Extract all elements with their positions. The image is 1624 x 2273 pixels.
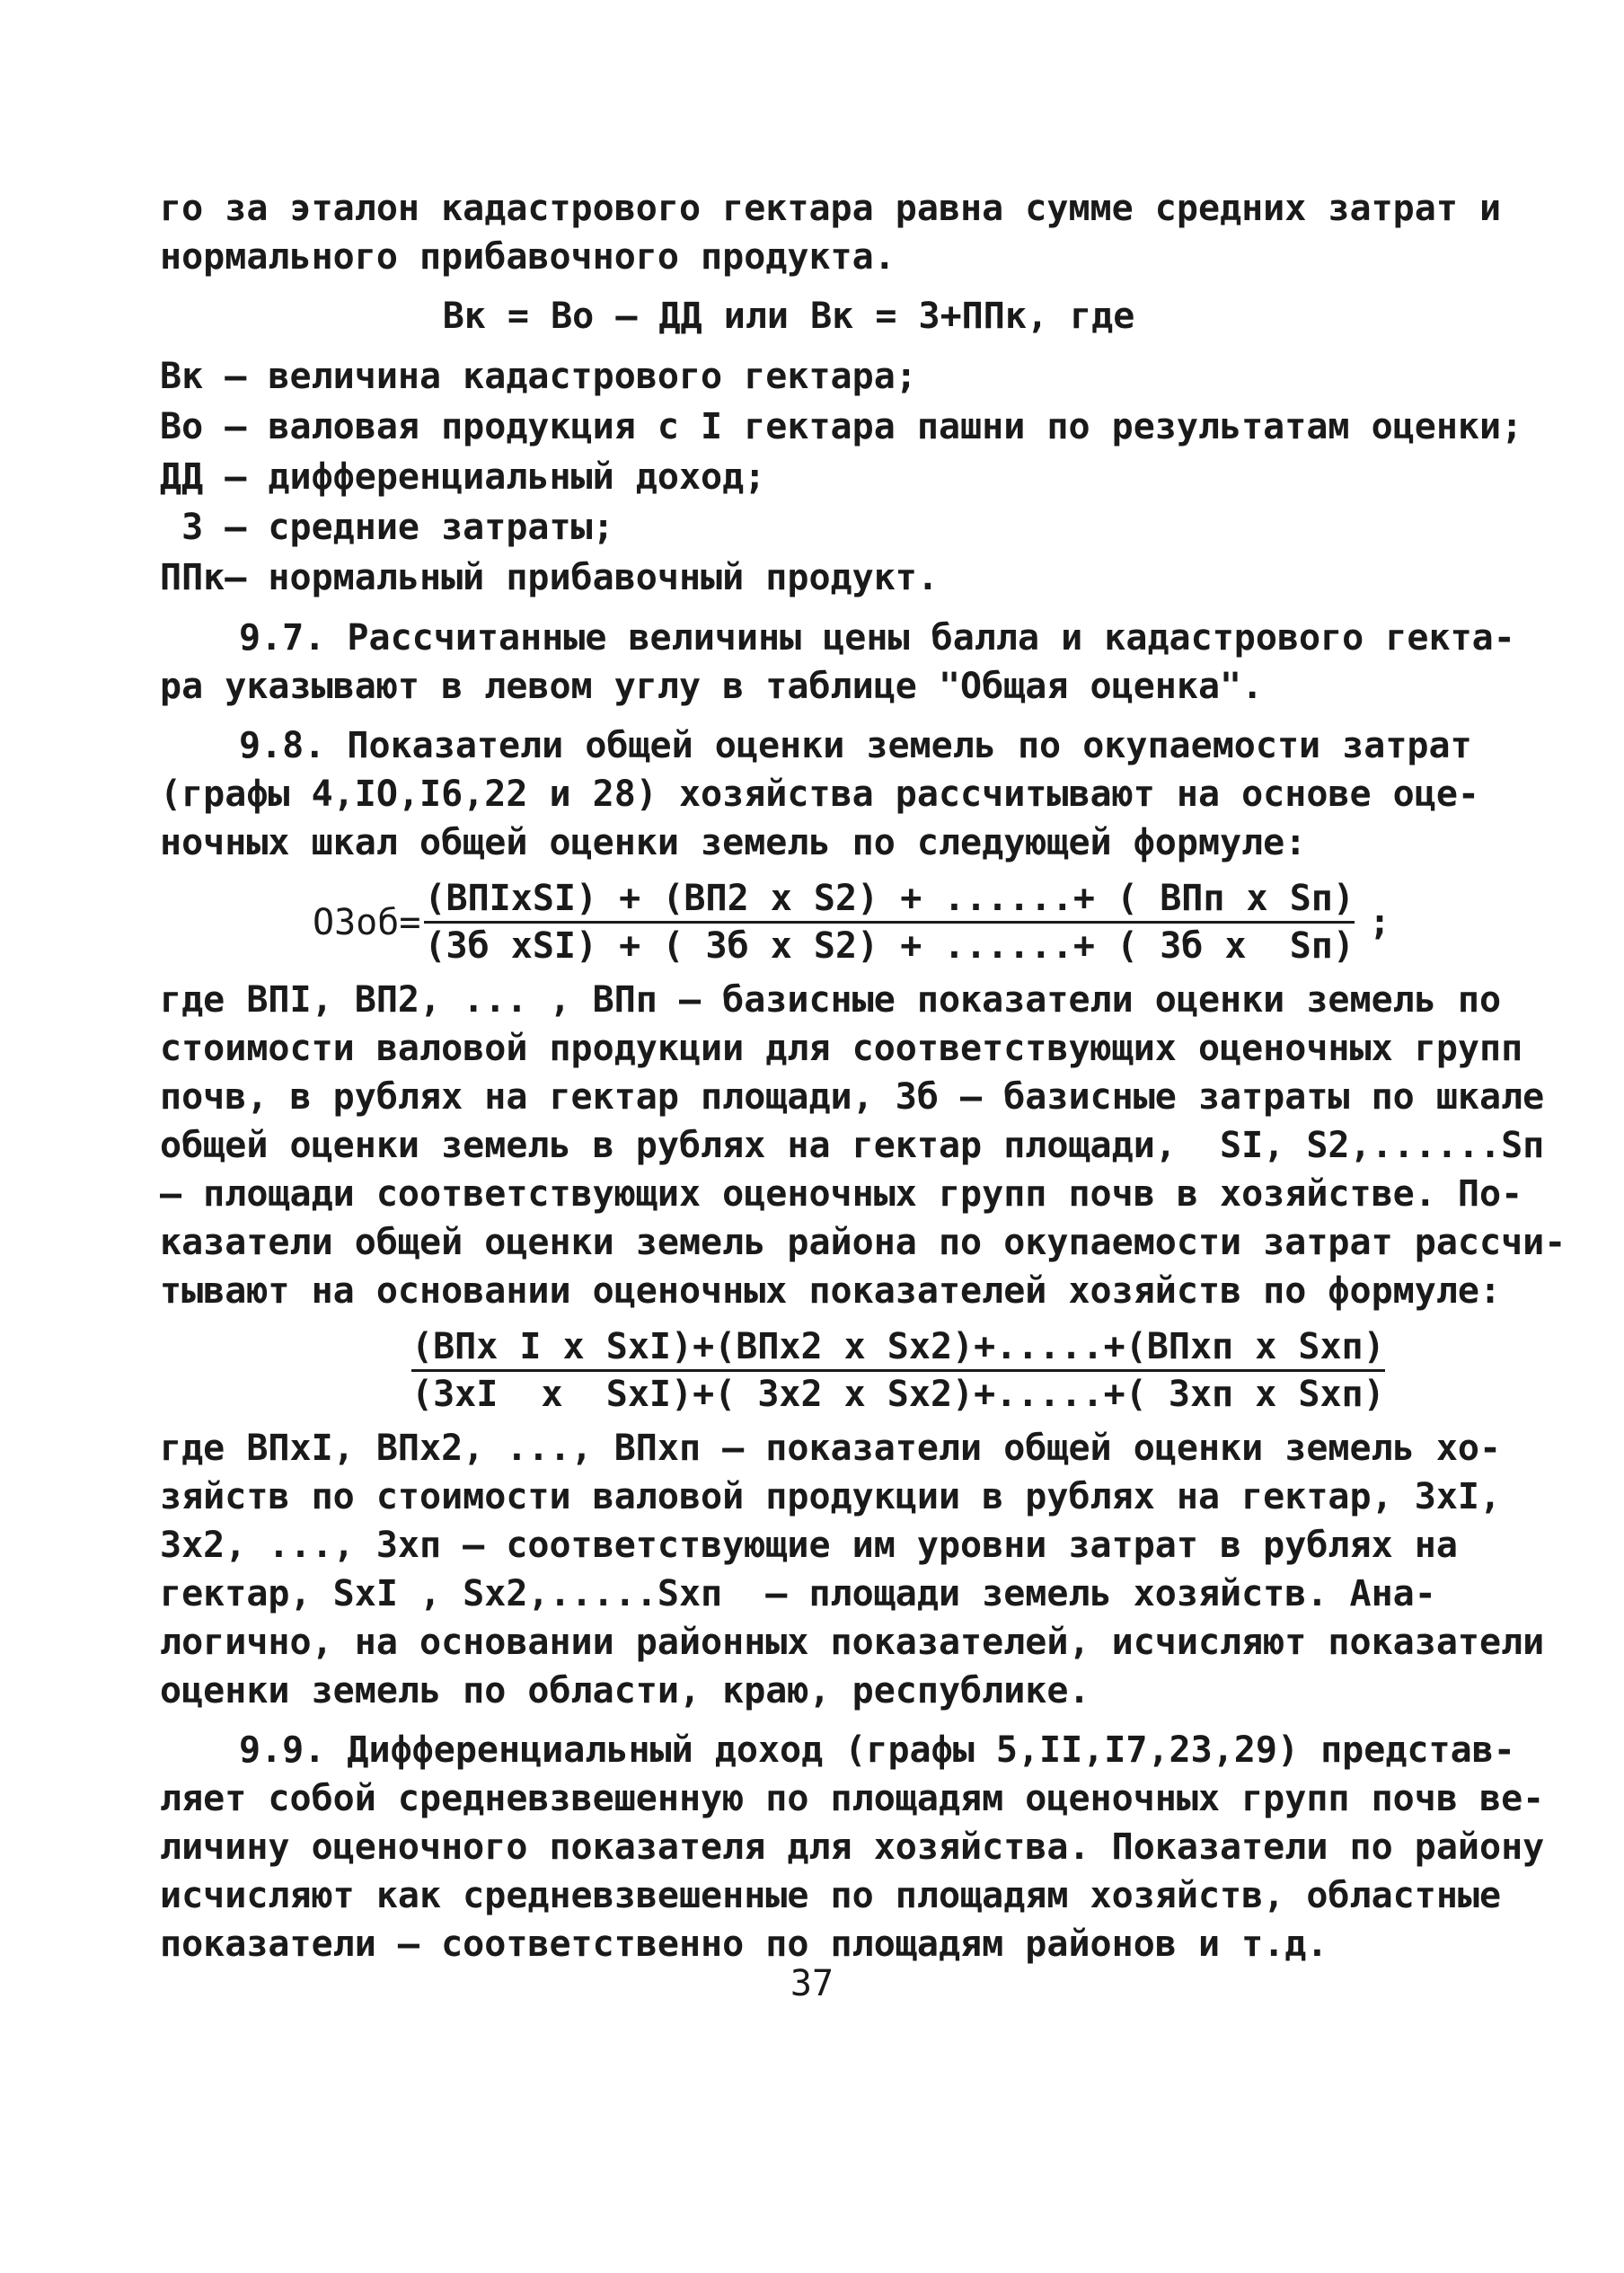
text-line: ночных шкал общей оценки земель по следующей формуле: (160, 822, 1307, 863)
text-line: логично, на основании районных показателей, исчисляют показатели (160, 1622, 1545, 1663)
document-page (160, 184, 1567, 1968)
formula-general-assessment (160, 878, 1417, 967)
paragraph-9-7 (160, 614, 1515, 711)
fraction-numerator: (ВПIxSI) + (ВП2 x S2) + ......+ ( ВПп x Sп) (424, 878, 1355, 919)
fraction (411, 1326, 1385, 1415)
text-line: нормального прибавочного продукта. (160, 236, 896, 278)
text-line: почв, в рублях на гектар площади, Зб – базисные затраты по шкале (160, 1076, 1545, 1118)
text-line: 9.7. Рассчитанные величины цены балла и кадастрового гекта- (239, 617, 1515, 659)
page-number: 37 (790, 1963, 834, 2004)
text-line: общей оценки земель в рублях на гектар площади, SI, S2,......Sп (160, 1125, 1545, 1166)
paragraph-intro (160, 184, 1502, 281)
text-line: исчисляют как средневзвешенные по площадям хозяйств, областные (160, 1875, 1502, 1916)
fraction-bar (424, 921, 1355, 924)
fraction (424, 878, 1355, 967)
text-line: где ВПI, ВП2, ... , ВПп – базисные показатели оценки земель по (160, 979, 1502, 1021)
definitions-list (160, 351, 1523, 603)
text-line: 9.9. Дифференциальный доход (графы 5,II,I7,23,29) представ- (239, 1729, 1515, 1771)
text-line: гектар, SxI , Sx2,.....Sxп – площади земель хозяйств. Ана- (160, 1573, 1436, 1614)
text-line: – площади соответствующих оценочных групп почв в хозяйстве. По- (160, 1173, 1523, 1215)
text-line: где ВПхI, ВПх2, ..., ВПхп – показатели общей оценки земель хо- (160, 1428, 1502, 1469)
text-line: казатели общей оценки земель района по окупаемости затрат рассчи- (160, 1222, 1567, 1263)
fraction-bar (411, 1369, 1385, 1372)
text-line: тывают на основании оценочных показателей хозяйств по формуле: (160, 1270, 1502, 1312)
text-line: ра указывают в левом углу в таблице "Общая оценка". (160, 666, 1264, 707)
text-line: показатели – соответственно по площадям районов и т.д. (160, 1924, 1328, 1965)
paragraph-9-9 (160, 1726, 1545, 1968)
formula-district-assessment (160, 1326, 1417, 1415)
definition-item: Вк – величина кадастрового гектара; (160, 356, 917, 397)
definition-item: ДД – дифференциальный доход; (160, 456, 766, 498)
text-line: оценки земель по области, краю, республике. (160, 1670, 1090, 1711)
paragraph-9-8-district (160, 1424, 1545, 1715)
text-line: го за эталон кадастрового гектара равна сумме средних затрат и (160, 188, 1502, 229)
text-line: стоимости валовой продукции для соответствующих оценочных групп (160, 1028, 1523, 1069)
formula-lhs: ОЗоб= (313, 901, 421, 943)
definition-item: Во – валовая продукция с I гектара пашни по результатам оценки; (160, 406, 1523, 447)
fraction-denominator: (Зб xSI) + ( Зб x S2) + ......+ ( Зб x Sп) (424, 925, 1355, 967)
fraction-numerator: (ВПх I x SxI)+(ВПх2 x Sx2)+.....+(ВПхп x Sxп) (411, 1326, 1385, 1367)
definition-item: ППк– нормальный прибавочный продукт. (160, 557, 939, 598)
text-line: зяйств по стоимости валовой продукции в рублях на гектар, ЗхI, (160, 1476, 1502, 1517)
paragraph-9-8-explanation (160, 976, 1567, 1315)
formula-bk: Вк = Во – ДД или Вк = З+ППк, где (442, 296, 1135, 337)
paragraph-9-8 (160, 721, 1480, 867)
text-line: (графы 4,IO,I6,22 и 28) хозяйства рассчитывают на основе оце- (160, 774, 1480, 815)
text-line: Зх2, ..., Зхп – соответствующие им уровни затрат в рублях на (160, 1525, 1458, 1566)
text-line: 9.8. Показатели общей оценки земель по окупаемости затрат (239, 725, 1472, 766)
formula-tail: ; (1368, 901, 1391, 943)
text-line: ляет собой средневзвешенную по площадям оценочных групп почв ве- (160, 1778, 1545, 1819)
text-line: личину оценочного показателя для хозяйства. Показатели по району (160, 1826, 1545, 1868)
definition-item: З – средние затраты; (160, 507, 614, 548)
fraction-denominator: (ЗхI x SxI)+( Зх2 x Sx2)+.....+( Зхп x Sxп) (411, 1374, 1385, 1415)
